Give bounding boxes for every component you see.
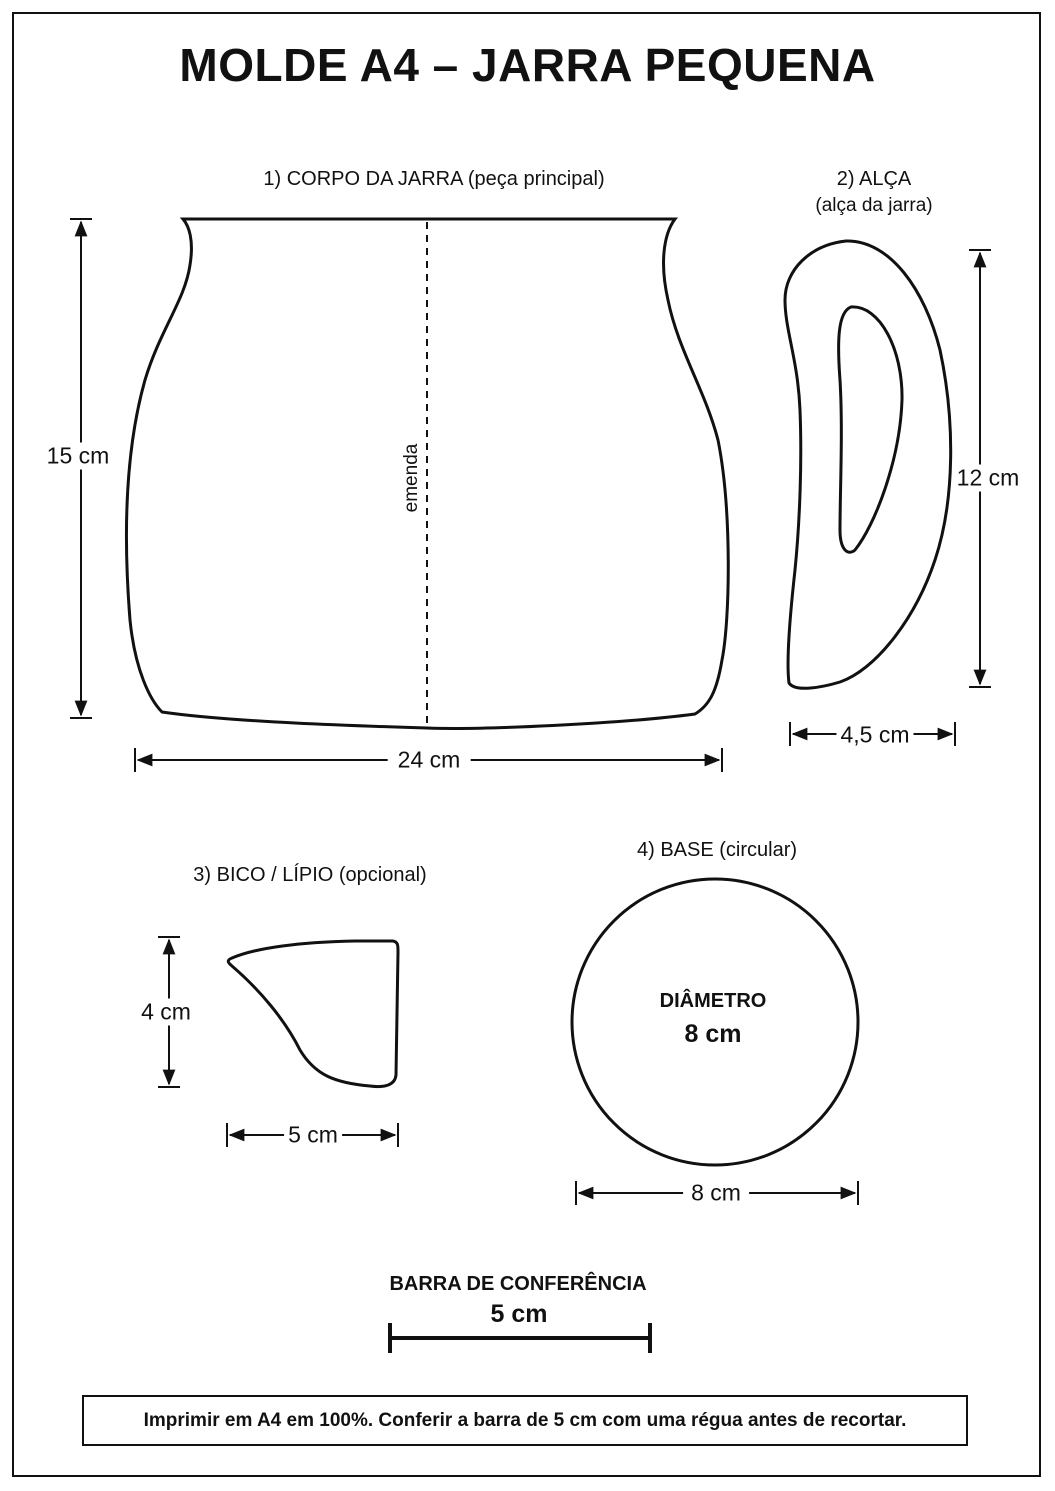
spout-piece-label: 3) BICO / LÍPIO (opcional) — [193, 864, 427, 886]
check-bar-title: BARRA DE CONFERÊNCIA — [389, 1273, 647, 1295]
base-diameter-value: 8 cm — [684, 1020, 742, 1048]
handle-outline — [785, 241, 951, 688]
spout-width-label: 5 cm — [284, 1122, 342, 1149]
spout-outline — [228, 941, 398, 1087]
handle-inner-cutout — [839, 307, 902, 552]
body-piece-label: 1) CORPO DA JARRA (peça principal) — [263, 168, 605, 190]
base-diameter-title: DIÂMETRO — [659, 990, 767, 1012]
body-width-label: 24 cm — [388, 747, 471, 774]
handle-width-label: 4,5 cm — [836, 722, 913, 749]
body-height-label: 15 cm — [46, 442, 110, 469]
handle-height-label: 12 cm — [956, 464, 1020, 491]
footer-note-text: Imprimir em A4 em 100%. Conferir a barra de 5 cm com uma régua antes de recortar. — [143, 1409, 907, 1431]
base-width-label: 8 cm — [683, 1180, 749, 1207]
spout-height-label: 4 cm — [141, 998, 191, 1025]
seam-label: emenda — [401, 440, 423, 517]
footer-note — [82, 1395, 968, 1446]
page-title: MOLDE A4 – JARRA PEQUENA — [179, 39, 876, 91]
check-bar-value: 5 cm — [490, 1300, 548, 1328]
handle-piece-label: 2) ALÇA — [836, 168, 912, 190]
handle-piece-sublabel: (alça da jarra) — [815, 195, 933, 216]
base-piece-label: 4) BASE (circular) — [636, 839, 798, 861]
